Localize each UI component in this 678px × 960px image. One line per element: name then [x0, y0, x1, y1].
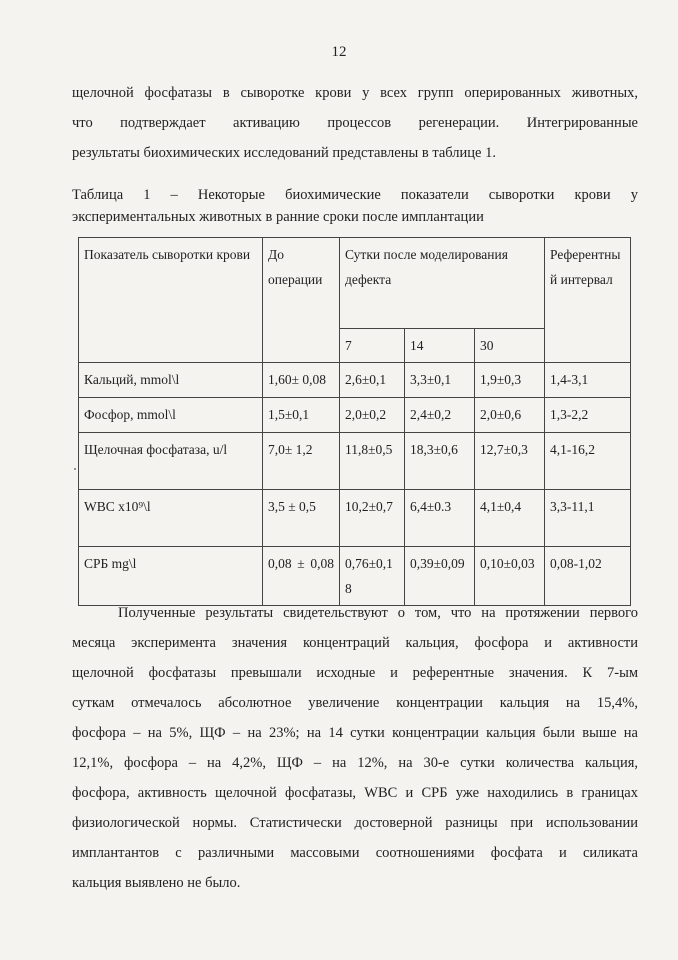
- text-line: щелочной фосфатазы превышали исходные и референтные значения. К 7-ым: [72, 665, 638, 681]
- cell-day30: 12,7±0,3: [475, 433, 545, 490]
- text-line: кальция выявлено не было.: [72, 875, 241, 891]
- cell-before: 1,5±0,1: [263, 398, 340, 433]
- cell-before: 3,5 ± 0,5: [263, 490, 340, 547]
- table-row: [79, 490, 631, 547]
- text-line: щелочной фосфатазы в сыворотке крови у всех групп оперированных животных,: [72, 85, 638, 101]
- text-line: 12,1%, фосфора – на 4,2%, ЩФ – на 12%, на 30-е сутки количества кальция,: [72, 755, 638, 771]
- results-paragraph: [72, 598, 638, 898]
- biochemistry-table: [78, 237, 631, 606]
- cell-day7: 2,0±0,2: [340, 398, 405, 433]
- scan-speck: [74, 468, 76, 470]
- cell-reference: 1,3-2,2: [545, 398, 631, 433]
- cell-day7: 11,8±0,5: [340, 433, 405, 490]
- table-row: [79, 398, 631, 433]
- caption-line: Таблица 1 – Некоторые биохимические показатели сыворотки крови у: [72, 187, 638, 203]
- cell-day30: 2,0±0,6: [475, 398, 545, 433]
- cell-day14: 0,39±0,09: [405, 547, 475, 606]
- cell-before: 0,08 ± 0,08: [263, 547, 340, 606]
- subheader-day: 30: [475, 329, 545, 363]
- table-row: [79, 363, 631, 398]
- row-indicator: WBC x10⁹\l: [79, 490, 263, 547]
- cell-day7: 0,76±0,18: [340, 547, 405, 606]
- cell-day14: 6,4±0.3: [405, 490, 475, 547]
- caption-line: экспериментальных животных в ранние сроки после имплантации: [72, 209, 484, 225]
- text-line: суткам отмечалось абсолютное увеличение концентрации кальция на 15,4%,: [72, 695, 638, 711]
- row-indicator: Кальций, mmol\l: [79, 363, 263, 398]
- subheader-day: 7: [340, 329, 405, 363]
- row-indicator: СРБ mg\l: [79, 547, 263, 606]
- subheader-day: 14: [405, 329, 475, 363]
- header-before-surgery: До операции: [263, 238, 340, 363]
- header-reference-interval: Референтный интервал: [545, 238, 631, 363]
- cell-day30: 0,10±0,03: [475, 547, 545, 606]
- cell-day7: 2,6±0,1: [340, 363, 405, 398]
- cell-reference: 3,3-11,1: [545, 490, 631, 547]
- cell-before: 1,60± 0,08: [263, 363, 340, 398]
- text-line: фосфора, активность щелочной фосфатазы, WBC и СРБ уже находились в границах: [72, 785, 638, 801]
- cell-reference: 1,4-3,1: [545, 363, 631, 398]
- text-line: физиологической нормы. Статистически достоверной разницы при использовании: [72, 815, 638, 831]
- text-line: Полученные результаты свидетельствуют о том, что на протяжении первого: [118, 605, 638, 621]
- table-header-row: [79, 238, 631, 329]
- text-line: результаты биохимических исследований представлены в таблице 1.: [72, 145, 496, 161]
- intro-paragraph: [72, 78, 638, 168]
- header-days-after: Сутки после моделирования дефекта: [340, 238, 545, 329]
- table-row: [79, 433, 631, 490]
- cell-reference: 4,1-16,2: [545, 433, 631, 490]
- cell-day14: 18,3±0,6: [405, 433, 475, 490]
- row-indicator: Щелочная фосфатаза, u/l: [79, 433, 263, 490]
- cell-day30: 4,1±0,4: [475, 490, 545, 547]
- cell-day14: 2,4±0,2: [405, 398, 475, 433]
- row-indicator: Фосфор, mmol\l: [79, 398, 263, 433]
- cell-day30: 1,9±0,3: [475, 363, 545, 398]
- text-line: фосфора – на 5%, ЩФ – на 23%; на 14 сутки концентрации кальция были выше на: [72, 725, 638, 741]
- text-line: имплантантов с различными массовыми соотношениями фосфата и силиката: [72, 845, 638, 861]
- cell-before: 7,0± 1,2: [263, 433, 340, 490]
- cell-day7: 10,2±0,7: [340, 490, 405, 547]
- header-indicator: Показатель сыворотки крови: [79, 238, 263, 363]
- table-row: [79, 547, 631, 606]
- text-line: месяца эксперимента значения концентраций кальция, фосфора и активности: [72, 635, 638, 651]
- cell-reference: 0,08-1,02: [545, 547, 631, 606]
- text-line: что подтверждает активацию процессов регенерации. Интегрированные: [72, 115, 638, 131]
- page-number: 12: [331, 44, 347, 60]
- table-caption: [72, 184, 638, 228]
- cell-day14: 3,3±0,1: [405, 363, 475, 398]
